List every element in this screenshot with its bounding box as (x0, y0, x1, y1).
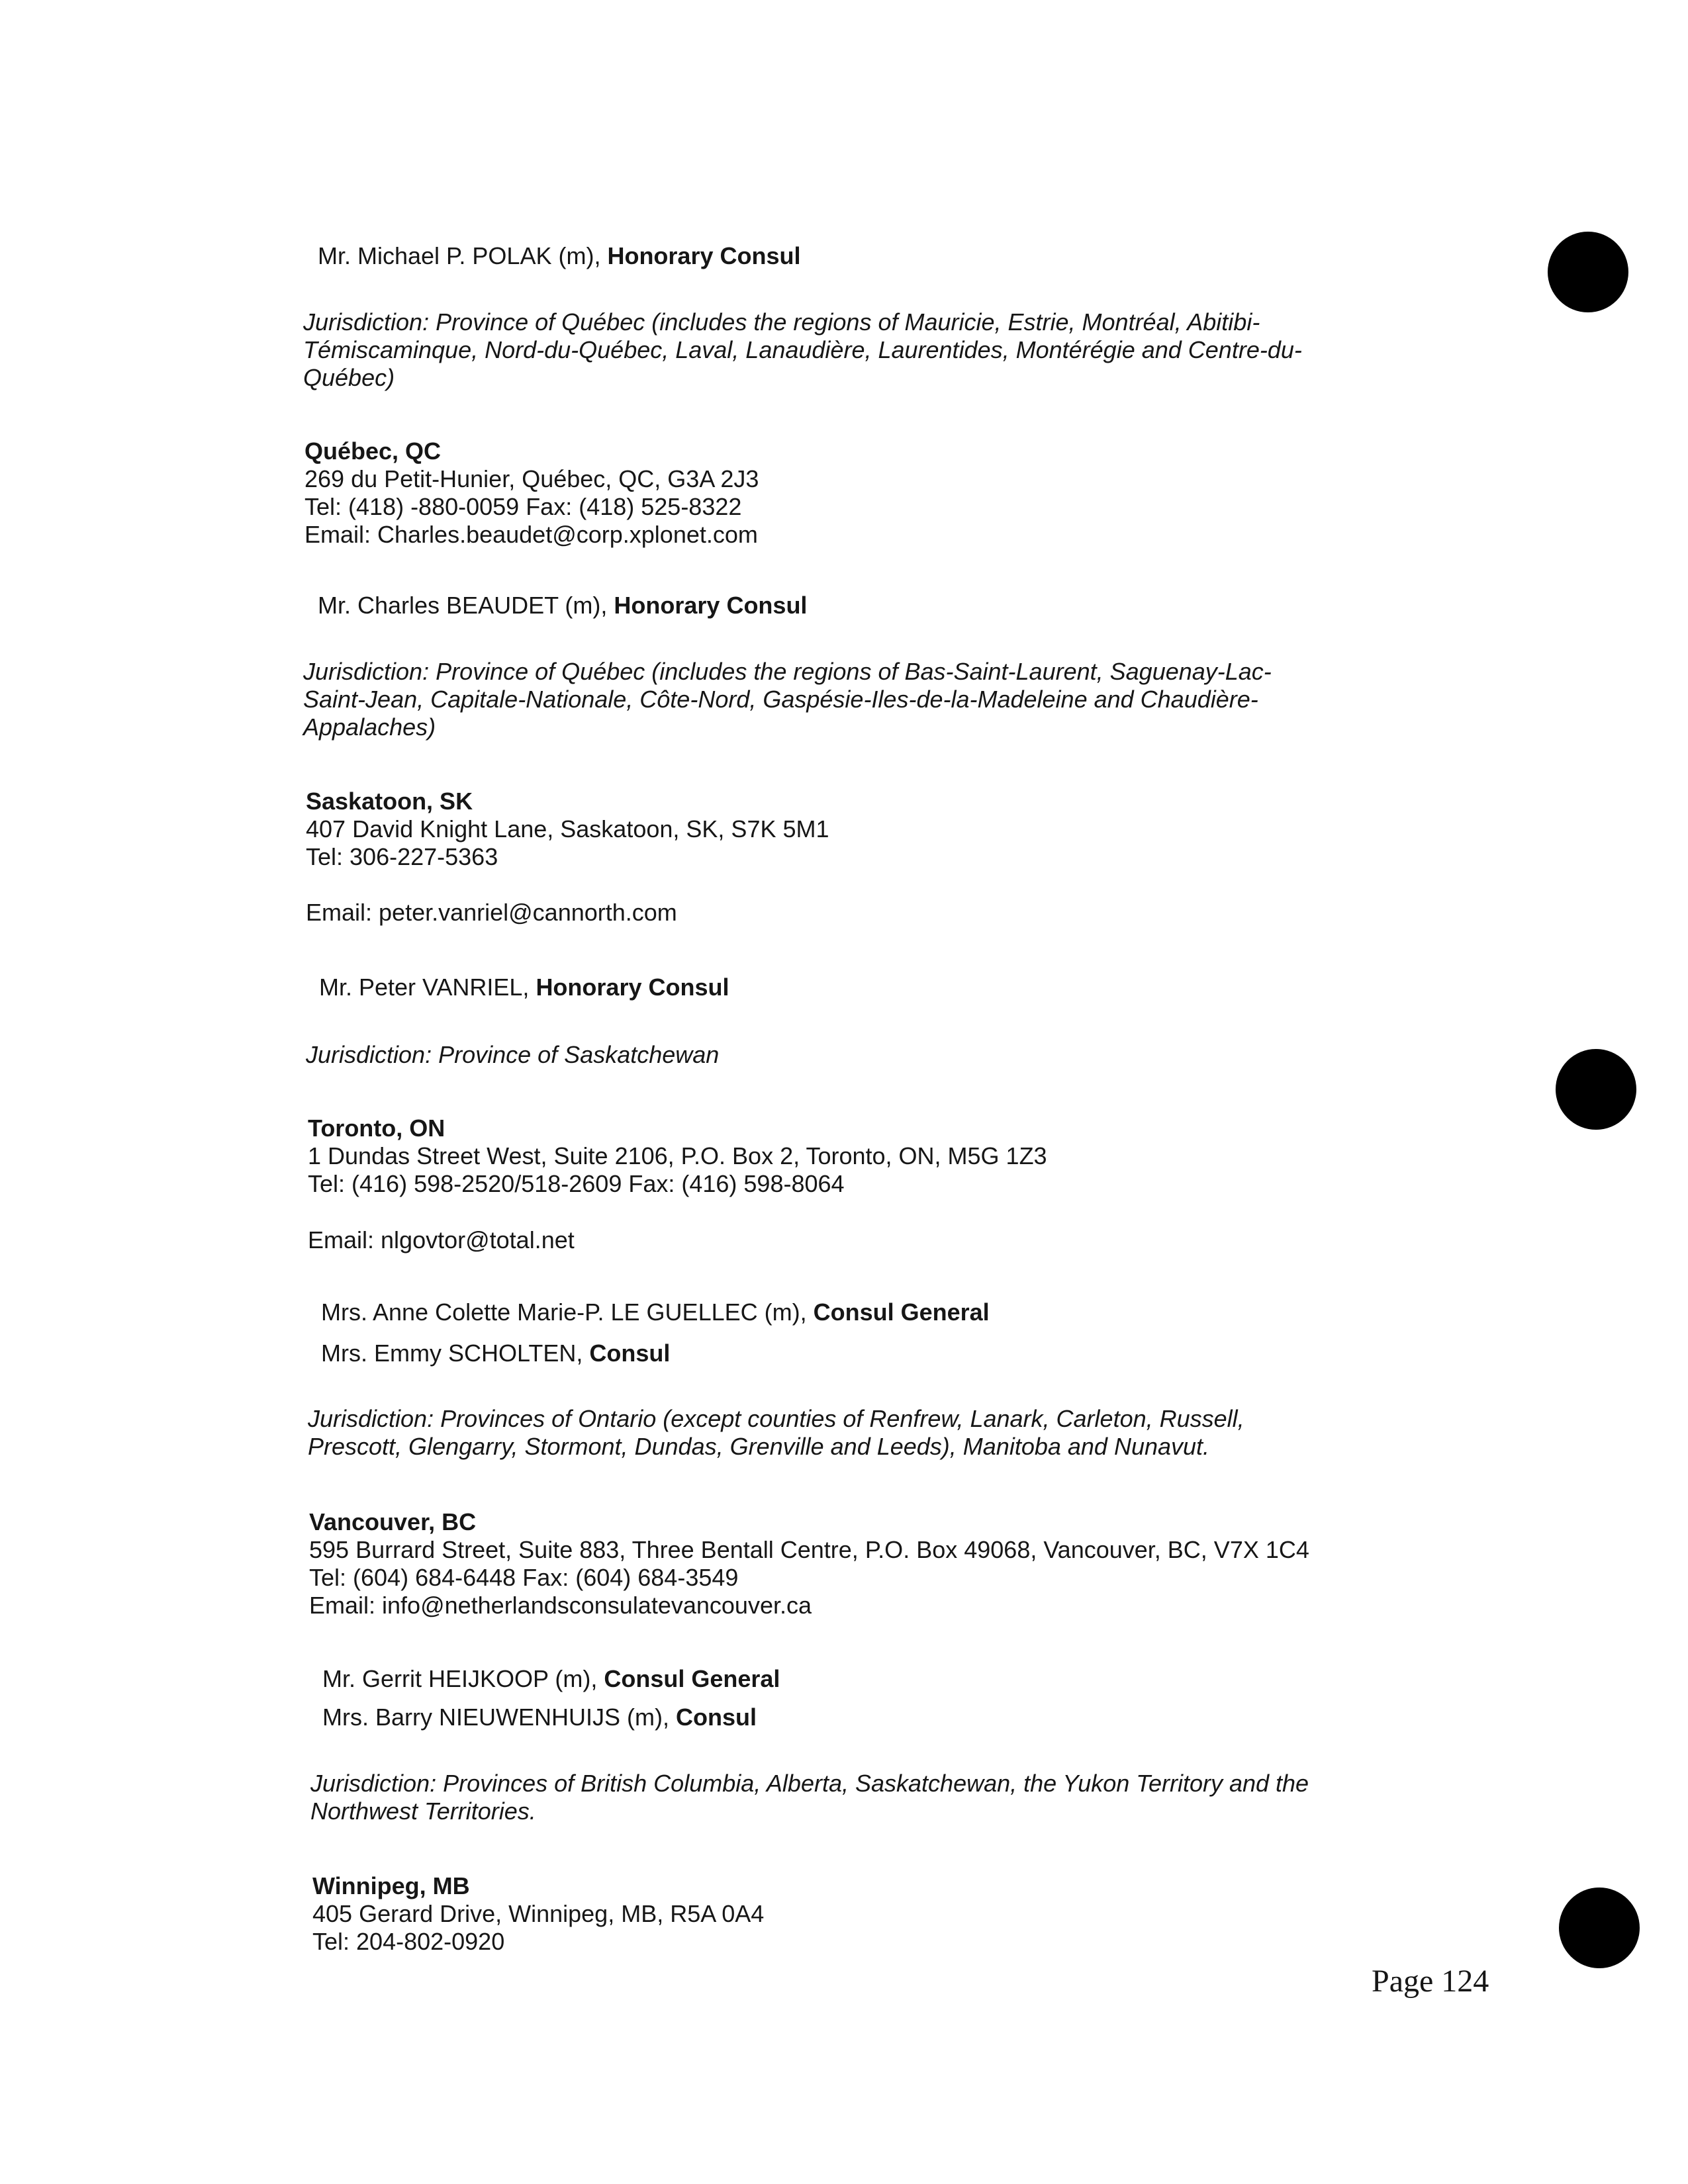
toronto-heading: Toronto, ON (308, 1115, 445, 1142)
vancouver-jurisdiction-line-2: Northwest Territories. (310, 1797, 536, 1825)
toronto-jurisdiction-line-1: Jurisdiction: Provinces of Ontario (except counties of Renfrew, Lanark, Carleton, Russell, (308, 1405, 1244, 1432)
official-name: Mrs. Barry NIEUWENHUIJS (m), (322, 1704, 676, 1731)
polak-jurisdiction-line-3: Québec) (303, 364, 395, 391)
toronto-jurisdiction-line-2: Prescott, Glengarry, Stormont, Dundas, Grenville and Leeds), Manitoba and Nunavut. (308, 1433, 1210, 1460)
official-name: Mr. Charles BEAUDET (m), (318, 592, 614, 619)
saskatoon-official-line (319, 974, 729, 1001)
official-name: Mrs. Emmy SCHOLTEN, (321, 1340, 590, 1367)
saskatoon-email: Email: peter.vanriel@cannorth.com (306, 899, 677, 926)
official-title: Honorary Consul (607, 242, 801, 269)
quebec-jurisdiction-line-1: Jurisdiction: Province of Québec (includes the regions of Bas-Saint-Laurent, Saguenay-Lac- (303, 658, 1272, 685)
vancouver-official-line-1 (322, 1665, 780, 1693)
official-title: Honorary Consul (536, 974, 729, 1001)
polak-jurisdiction-line-1: Jurisdiction: Province of Québec (includes the regions of Mauricie, Estrie, Montréal, Abitibi- (303, 308, 1260, 336)
quebec-jurisdiction-line-3: Appalaches) (303, 713, 436, 741)
official-title: Consul General (813, 1298, 990, 1326)
quebec-tel: Tel: (418) -880-0059 Fax: (418) 525-8322 (305, 493, 742, 520)
page-number: Page 124 (1372, 1964, 1489, 1999)
toronto-address: 1 Dundas Street West, Suite 2106, P.O. Box 2, Toronto, ON, M5G 1Z3 (308, 1142, 1047, 1169)
punch-hole-bottom (1559, 1888, 1640, 1968)
quebec-address: 269 du Petit-Hunier, Québec, QC, G3A 2J3 (305, 465, 759, 492)
toronto-email: Email: nlgovtor@total.net (308, 1226, 575, 1253)
official-title: Honorary Consul (614, 592, 808, 619)
official-name: Mrs. Anne Colette Marie-P. LE GUELLEC (m), (321, 1298, 814, 1326)
winnipeg-heading: Winnipeg, MB (312, 1872, 470, 1899)
vancouver-heading: Vancouver, BC (309, 1508, 477, 1535)
official-title: Consul (589, 1340, 671, 1367)
quebec-official-line (318, 592, 807, 619)
punch-hole-middle (1556, 1049, 1636, 1130)
vancouver-email: Email: info@netherlandsconsulatevancouver.ca (309, 1592, 812, 1619)
official-name: Mr. Michael P. POLAK (m), (318, 242, 608, 269)
vancouver-address: 595 Burrard Street, Suite 883, Three Bentall Centre, P.O. Box 49068, Vancouver, BC, V7X 1C4 (309, 1536, 1309, 1563)
official-title: Consul (675, 1704, 757, 1731)
polak-official-line (318, 242, 800, 270)
toronto-official-line-2 (321, 1340, 670, 1367)
saskatoon-jurisdiction: Jurisdiction: Province of Saskatchewan (306, 1041, 720, 1068)
polak-jurisdiction-line-2: Témiscaminque, Nord-du-Québec, Laval, Lanaudière, Laurentides, Montérégie and Centre-du- (303, 336, 1302, 363)
saskatoon-tel: Tel: 306-227-5363 (306, 843, 498, 870)
official-name: Mr. Gerrit HEIJKOOP (m), (322, 1665, 604, 1692)
vancouver-tel: Tel: (604) 684-6448 Fax: (604) 684-3549 (309, 1564, 739, 1591)
quebec-email: Email: Charles.beaudet@corp.xplonet.com (305, 521, 758, 548)
winnipeg-tel: Tel: 204-802-0920 (312, 1928, 505, 1955)
quebec-heading: Québec, QC (305, 437, 442, 465)
saskatoon-address: 407 David Knight Lane, Saskatoon, SK, S7K 5M1 (306, 815, 829, 842)
winnipeg-address: 405 Gerard Drive, Winnipeg, MB, R5A 0A4 (312, 1900, 765, 1927)
official-title: Consul General (604, 1665, 780, 1692)
saskatoon-heading: Saskatoon, SK (306, 788, 473, 815)
vancouver-official-line-2 (322, 1704, 757, 1731)
vancouver-jurisdiction-line-1: Jurisdiction: Provinces of British Columbia, Alberta, Saskatchewan, the Yukon Territory and the (310, 1770, 1309, 1797)
quebec-jurisdiction-line-2: Saint-Jean, Capitale-Nationale, Côte-Nord, Gaspésie-Iles-de-la-Madeleine and Chaudière- (303, 686, 1258, 713)
toronto-tel: Tel: (416) 598-2520/518-2609 Fax: (416) 598-8064 (308, 1170, 845, 1197)
punch-hole-top (1548, 232, 1628, 312)
toronto-official-line-1 (321, 1298, 990, 1326)
official-name: Mr. Peter VANRIEL, (319, 974, 536, 1001)
